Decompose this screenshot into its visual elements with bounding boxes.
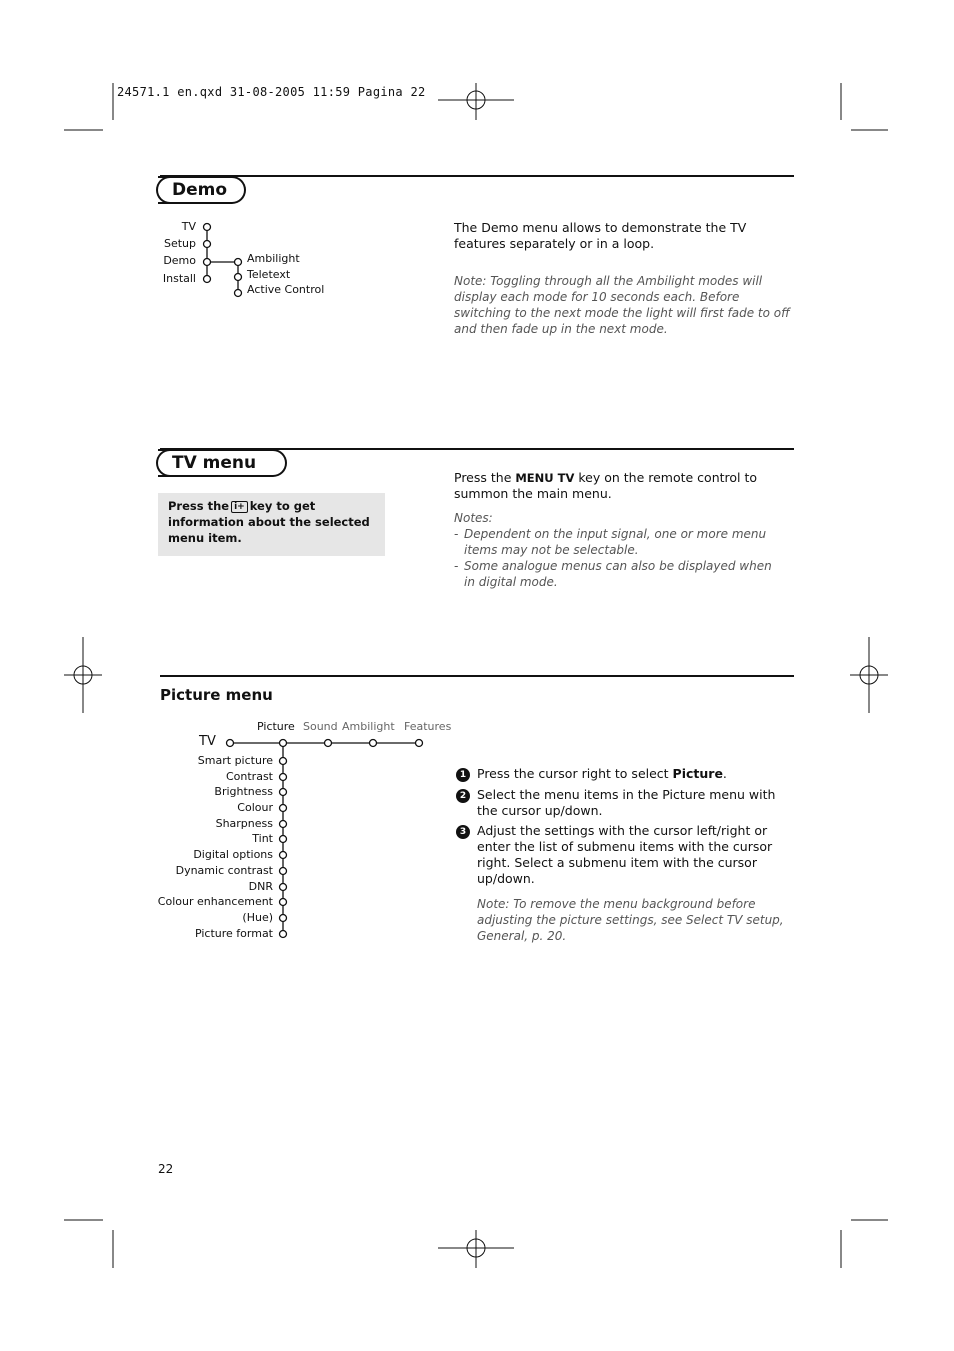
picture-item-dynamic-contrast: Dynamic contrast [175, 864, 273, 877]
demo-submenu-active-control: Active Control [247, 283, 325, 296]
print-slug: 24571.1 en.qxd 31-08-2005 11:59 Pagina 22 [117, 85, 426, 99]
picture-item-dnr: DNR [248, 880, 273, 893]
demo-submenu-ambilight: Ambilight [247, 252, 300, 265]
menu-tv-key: MENU TV [515, 471, 575, 485]
picture-item-hue: (Hue) [242, 911, 273, 924]
note-text-1: Dependent on the input signal, one or more menu items may not be selectable. [464, 527, 767, 557]
note-text-2: Some analogue menus can also be displayed when in digital mode. [464, 559, 772, 589]
demo-menu-item-tv: TV [181, 220, 196, 233]
demo-menu-item-demo: Demo [163, 254, 196, 267]
tab-sound: Sound [303, 720, 338, 733]
picture-item-sharpness: Sharpness [215, 817, 273, 830]
picture-item-picture-format: Picture format [194, 927, 273, 940]
picture-menu-heading: Picture menu [160, 686, 273, 704]
picture-item-contrast: Contrast [225, 770, 273, 783]
step-3: Adjust the settings with the cursor left/right or enter the list of submenu items with the cursor right. Select a submenu item with the cursor up/down. [477, 823, 773, 886]
step-2: Select the menu items in the Picture menu with the cursor up/down. [477, 787, 776, 818]
picture-item-colour: Colour [237, 801, 273, 814]
tab-features: Features [404, 720, 452, 733]
notes-title: Notes: [454, 511, 493, 525]
step-1 [477, 766, 792, 782]
picture-item-tint: Tint [252, 832, 273, 845]
step-1-post: . [722, 766, 727, 781]
section-title-tv-menu: TV menu [158, 449, 287, 477]
tab-picture: Picture [257, 720, 295, 733]
info-tip-pre: Press the [168, 499, 230, 513]
demo-description: The Demo menu allows to demonstrate the TV features separately or in a loop. [454, 220, 747, 251]
demo-submenu-teletext: Teletext [247, 268, 291, 281]
note-item: - Dependent on the input signal, one or more menu items may not be selectable. - Some analogue menus can also be displayed when in digital mode. [454, 527, 772, 589]
menu-root-tv: TV [199, 734, 216, 749]
section-title-demo: Demo [158, 176, 246, 204]
press-post: key on the remote control to summon the main menu. [454, 470, 758, 501]
picture-item-digital-options: Digital options [193, 848, 273, 861]
info-tip-box [158, 493, 385, 556]
step-1-bold: Picture [672, 766, 723, 781]
step-number-1: 1 [456, 768, 470, 782]
demo-note: Note: Toggling through all the Ambilight modes will display each mode for 10 seconds each. Before switching to the next mode the light will first fade to off and then fade up in the next mode. [454, 274, 790, 336]
picture-item-colour-enhancement: Colour enhancement [157, 895, 273, 908]
demo-menu-item-install: Install [162, 272, 196, 285]
step-number-3: 3 [456, 825, 470, 839]
info-key-icon: i+ [231, 501, 248, 513]
tab-ambilight: Ambilight [342, 720, 395, 733]
step-number-2: 2 [456, 789, 470, 803]
tv-menu-instruction [454, 470, 784, 502]
page-number: 22 [158, 1162, 174, 1176]
picture-item-brightness: Brightness [214, 785, 273, 798]
section-rule [160, 175, 794, 177]
step-1-pre: Press the cursor right to select [477, 766, 673, 781]
section-rule [160, 675, 794, 677]
picture-note: Note: To remove the menu background before adjusting the picture settings, see Select TV setup, General, p. 20. [477, 897, 784, 943]
demo-menu-item-setup: Setup [163, 237, 196, 250]
press-pre: Press the [454, 470, 516, 485]
picture-item-smart-picture: Smart picture [197, 754, 273, 767]
info-tip-post: key to get information about the selected menu item. [168, 499, 370, 545]
